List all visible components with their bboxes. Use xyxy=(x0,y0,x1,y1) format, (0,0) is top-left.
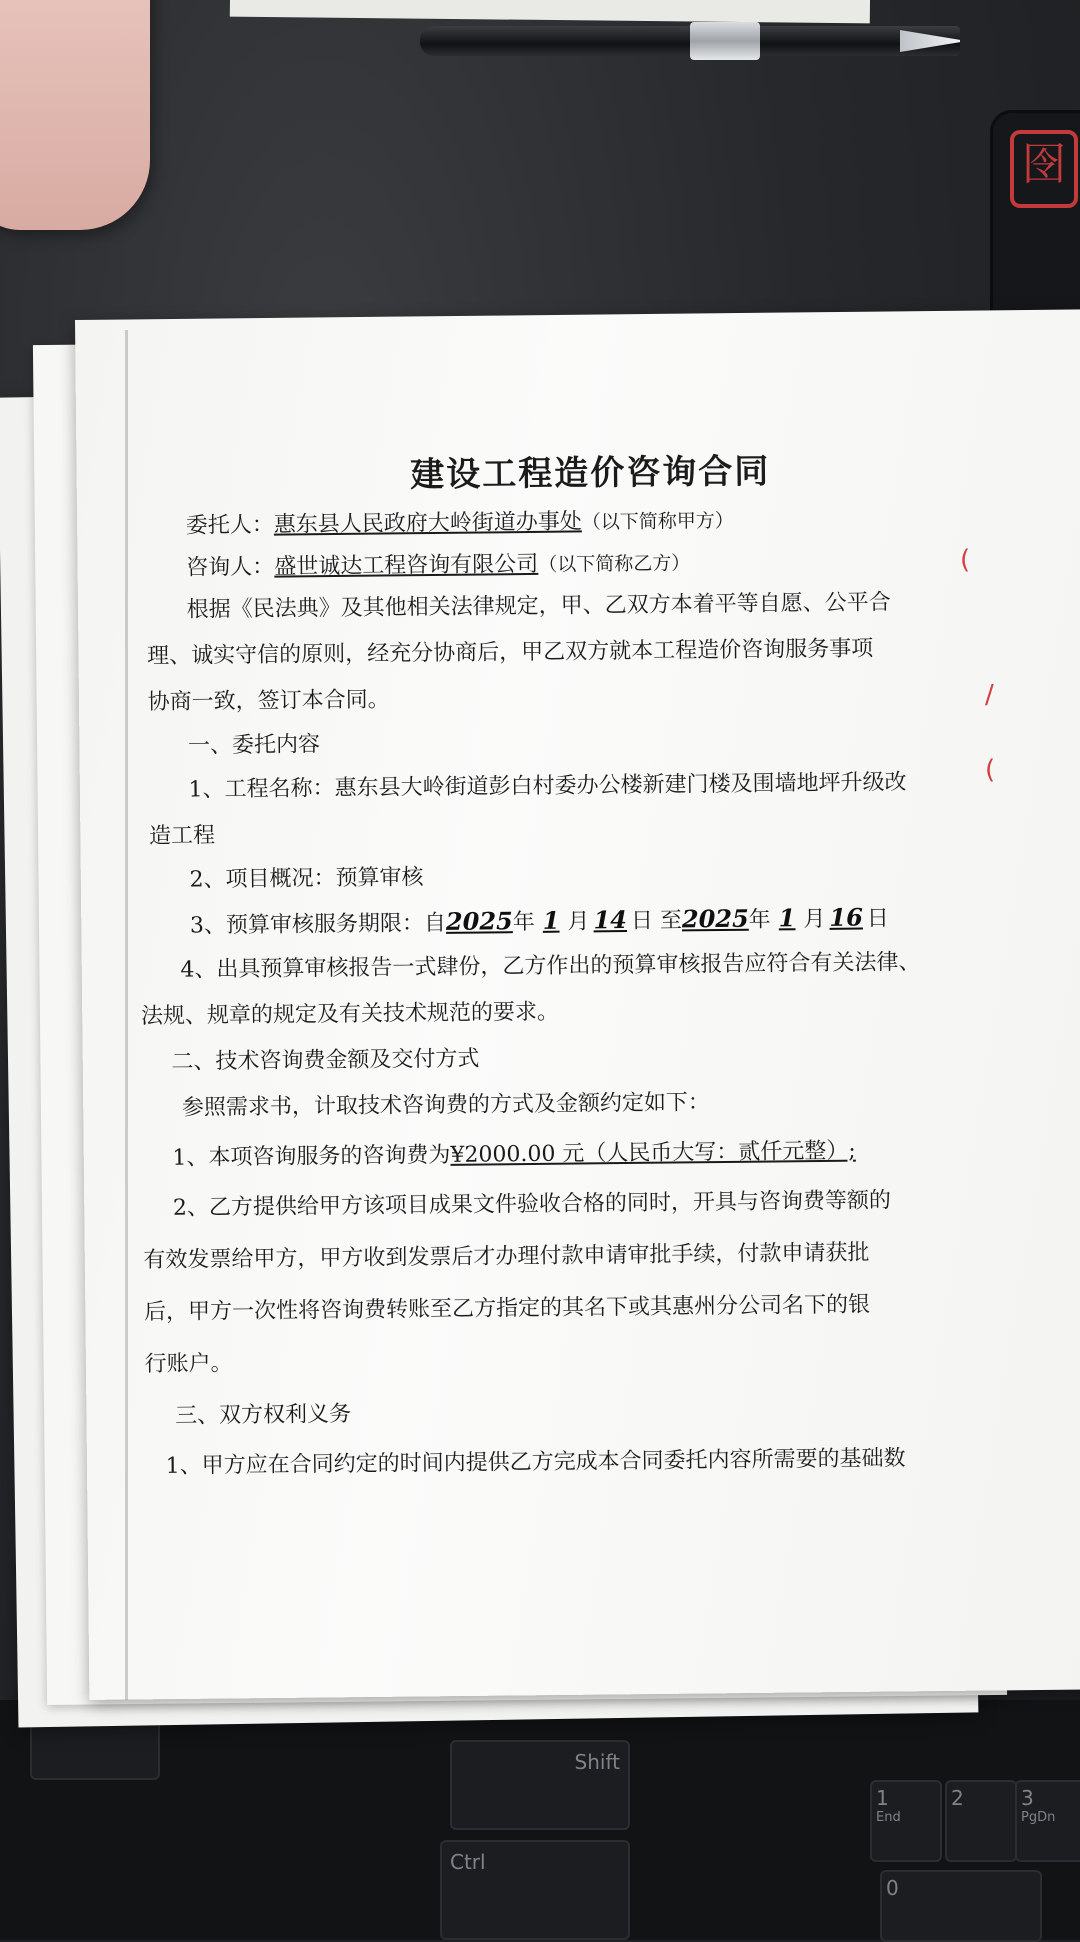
key-0 xyxy=(880,1870,1042,1942)
key-ctrl xyxy=(440,1840,630,1940)
key-1-sub-label: End xyxy=(876,1810,901,1825)
item-1-4-line-a: 4、出具预算审核报告一式肆份，乙方作出的预算审核报告应符合有关法律、 xyxy=(180,949,921,983)
item-1-4-line-b: 法规、规章的规定及有关技术规范的要求。 xyxy=(140,999,560,1030)
service-period-line xyxy=(190,902,980,940)
intro-line-1: 根据《民法典》及其他相关法律规定，甲、乙双方本着平等自愿、公平合 xyxy=(186,590,891,623)
key-3 xyxy=(1015,1780,1080,1862)
consultant-suffix: （以下简称乙方） xyxy=(538,552,691,576)
item-1-2: 2、项目概况：预算审核 xyxy=(189,865,424,893)
client-suffix: （以下简称甲方） xyxy=(581,509,734,534)
item-1-1-line-a: 1、工程名称：惠东县大岭街道彭白村委办公楼新建门楼及围墙地坪升级改 xyxy=(188,770,907,803)
period-prefix: 3、预算审核服务期限：自 xyxy=(189,910,447,939)
end-year: 2025 xyxy=(681,903,749,934)
start-year: 2025 xyxy=(445,906,513,936)
fee-amount-line xyxy=(172,1136,982,1172)
key-ctrl-label: Ctrl xyxy=(450,1850,486,1874)
red-seal-mark-1: ( xyxy=(960,545,971,575)
key-1 xyxy=(870,1780,942,1862)
item-2-2-line-c: 后，甲方一次性将咨询费转账至乙方指定的其名下或其惠州分公司名下的银 xyxy=(143,1292,871,1326)
pink-cup xyxy=(0,0,150,230)
month-char-1: 月 xyxy=(567,909,590,935)
key-shift xyxy=(450,1740,630,1830)
key-2 xyxy=(945,1780,1017,1862)
item-3-1: 1、甲方应在合同约定的时间内提供乙方完成本合同委托内容所需要的基础数 xyxy=(165,1446,906,1479)
section-1-heading: 一、委托内容 xyxy=(187,732,321,759)
end-day: 16 xyxy=(829,902,863,932)
consultant-line xyxy=(186,546,976,582)
item-1-1-line-b: 造工程 xyxy=(148,823,216,849)
period-to: 至 xyxy=(659,908,683,934)
item-2-intro: 参照需求书，计取技术咨询费的方式及金额约定如下： xyxy=(181,1090,711,1121)
year-char-2: 年 xyxy=(748,907,771,933)
key-shift-label: Shift xyxy=(574,1750,620,1774)
item-2-2-line-a: 2、乙方提供给甲方该项目成果文件验收合格的同时，开具与咨询费等额的 xyxy=(172,1188,892,1221)
key-0-label: 0 xyxy=(886,1876,899,1900)
end-month: 1 xyxy=(778,903,796,933)
client-label: 委托人： xyxy=(185,512,274,539)
page-fold-line xyxy=(125,330,128,1700)
section-3-heading: 三、双方权利义务 xyxy=(174,1401,352,1429)
red-seal-icon: 囹 xyxy=(1010,130,1078,208)
start-month: 1 xyxy=(542,905,560,935)
page-title: 建设工程造价咨询合同 xyxy=(410,451,771,496)
client-line xyxy=(186,504,976,540)
intro-line-2: 理、诚实守信的原则，经充分协商后，甲乙双方就本工程造价咨询服务事项 xyxy=(147,636,874,669)
consultant-name: 盛世诚达工程咨询有限公司 xyxy=(274,551,539,580)
key-2-label: 2 xyxy=(951,1786,964,1810)
fee-prefix: 1、本项咨询服务的咨询费为 xyxy=(172,1142,451,1171)
section-2-heading: 二、技术咨询费金额及交付方式 xyxy=(171,1046,480,1075)
key-3-label: 3 xyxy=(1021,1786,1034,1810)
red-seal-mark-2: / xyxy=(985,680,994,710)
fee-amount: ¥2000.00 元（人民币大写：贰仟元整）; xyxy=(450,1138,856,1168)
year-char-1: 年 xyxy=(512,909,535,936)
client-name: 惠东县人民政府大岭街道办事处 xyxy=(273,509,582,538)
intro-line-3: 协商一致，签订本合同。 xyxy=(147,687,390,715)
item-2-2-line-b: 有效发票给甲方，甲方收到发票后才办理付款申请审批手续，付款申请获批 xyxy=(143,1240,870,1274)
day-char-1: 日 xyxy=(630,908,654,934)
keyboard xyxy=(0,1700,1080,1940)
day-char-2: 日 xyxy=(866,906,890,932)
consultant-label: 咨询人： xyxy=(186,554,275,581)
pen-clip xyxy=(690,22,760,60)
item-2-2-line-d: 行账户。 xyxy=(144,1351,233,1378)
red-seal-mark-3: ( xyxy=(985,755,996,785)
month-char-2: 月 xyxy=(803,906,826,933)
key-1-label: 1 xyxy=(876,1786,889,1810)
start-day: 14 xyxy=(593,904,628,935)
key-3-sub-label: PgDn xyxy=(1021,1810,1056,1825)
contract-text xyxy=(140,441,986,1481)
